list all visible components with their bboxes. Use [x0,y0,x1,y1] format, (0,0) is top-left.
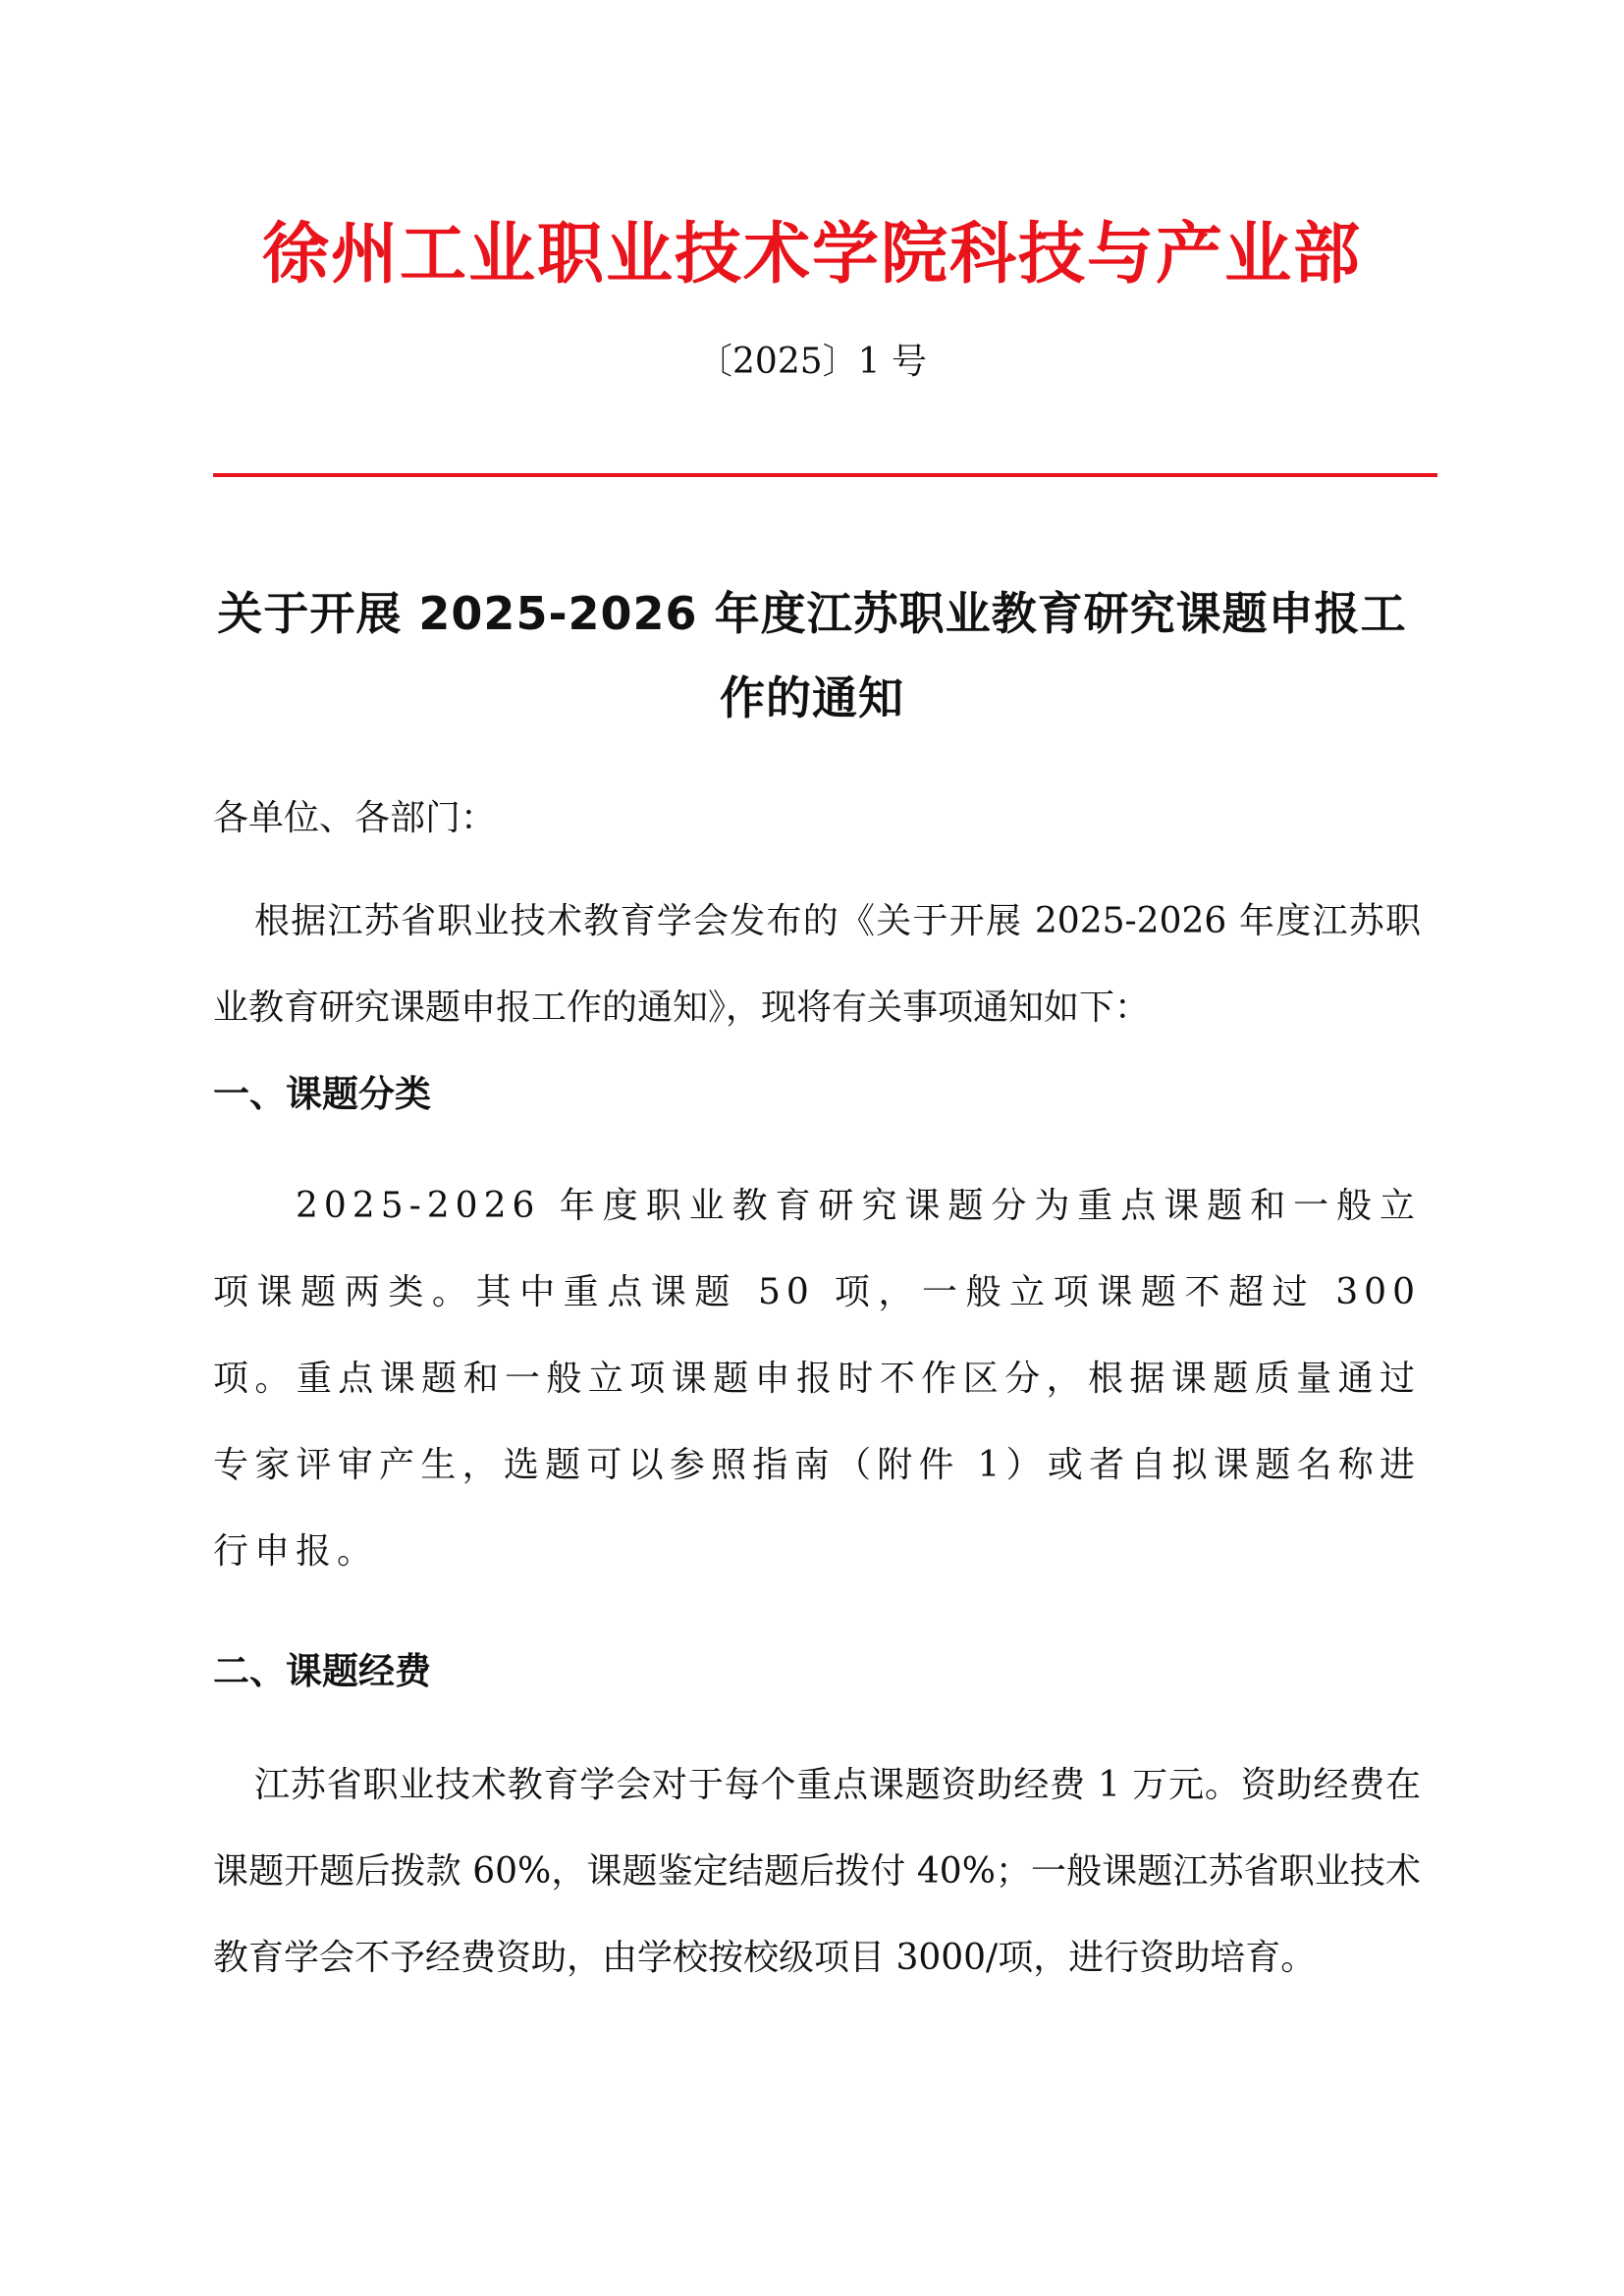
red-divider-line [213,473,1437,477]
document-number: 〔2025〕1 号 [697,342,927,382]
section-heading-classification: 一、课题分类 [213,1073,431,1115]
notice-title: 关于开展 2025-2026 年度江苏职业教育研究课题申报工作的通知 [217,587,1407,724]
section-heading-funding: 二、课题经费 [213,1650,431,1692]
intro-paragraph: 根据江苏省职业技术教育学会发布的《关于开展 2025-2026 年度江苏职业教育研究课题申报工作的通知》，现将有关事项通知如下： [213,901,1421,1028]
section-text-classification: 2025-2026 年度职业教育研究课题分为重点课题和一般立项课题两类。其中重点课题 50 项，一般立项课题不超过 300 项。重点课题和一般立项课题申报时不作区分，根据课题质量通过专家评审产生，选题可以参照指南（附件 1）或者自拟课题名称进行申报。 [213,1186,1421,1572]
section-text-funding: 江苏省职业技术教育学会对于每个重点课题资助经费 1 万元。资助经费在课题开题后拨款 60%，课题鉴定结题后拨付 40%；一般课题江苏省职业技术教育学会不予经费资助，由学校按校级项目 3000/项，进行资助培育。 [213,1765,1421,1978]
salutation: 各单位、各部门： [213,798,497,838]
org-title: 徐州工业职业技术学院科技与产业部 [261,215,1362,294]
